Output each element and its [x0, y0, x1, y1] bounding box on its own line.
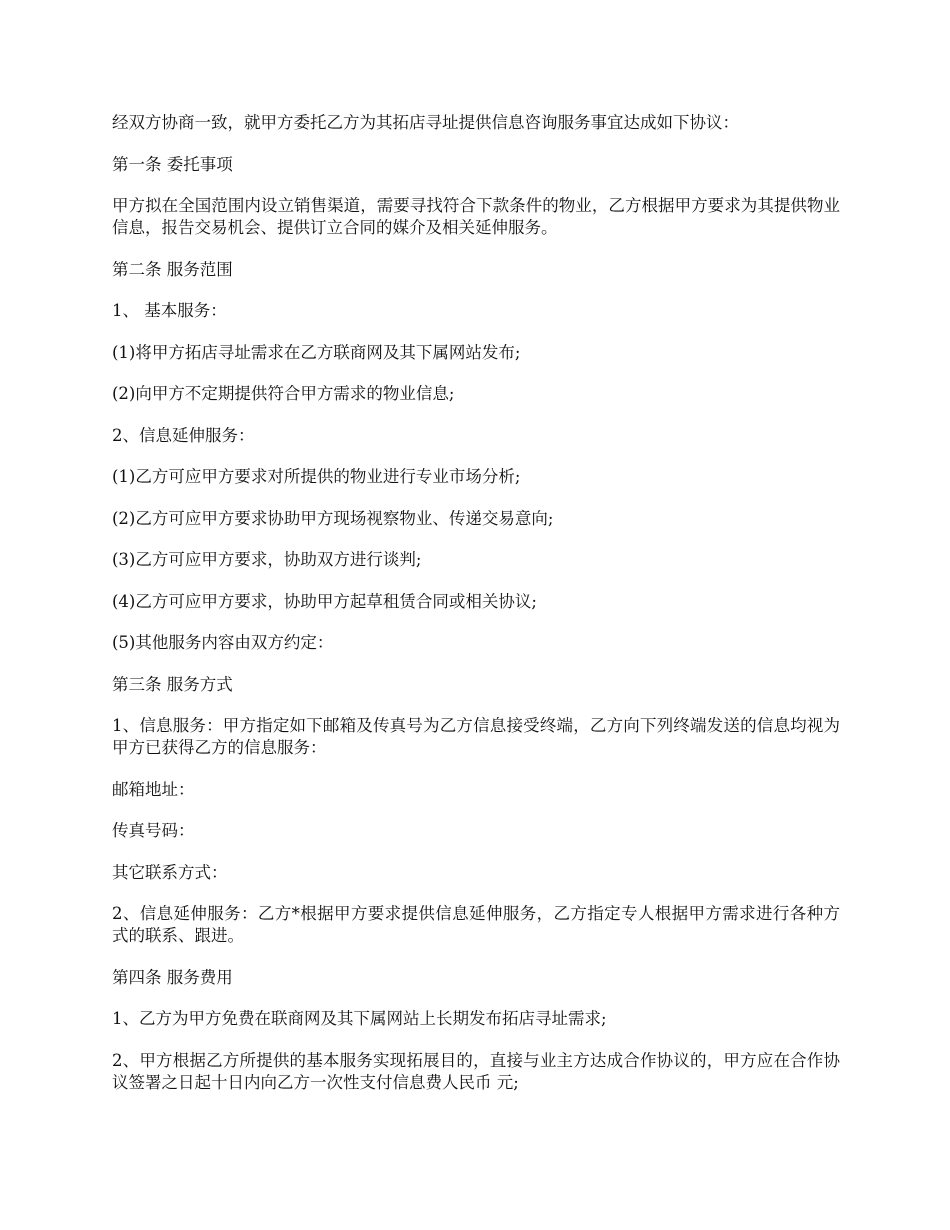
article-1-paragraph: 甲方拟在全国范围内设立销售渠道，需要寻找符合下款条件的物业，乙方根据甲方要求为其提供物业信息，报告交易机会、提供订立合同的媒介及相关延伸服务。	[112, 196, 840, 237]
extension-service-subheading: 2、信息延伸服务：	[112, 425, 255, 445]
list-item: (1)将甲方拓店寻址需求在乙方联商网及其下属网站发布;	[112, 342, 521, 362]
article-4-heading: 第四条 服务费用	[112, 967, 233, 987]
fee-item-1: 1、乙方为甲方免费在联商网及其下属网站上长期发布拓店寻址需求;	[112, 1009, 607, 1028]
fax-label: 传真号码：	[112, 821, 195, 840]
email-label: 邮箱地址：	[112, 779, 195, 799]
article-3-heading: 第三条 服务方式	[112, 674, 233, 694]
info-service-paragraph: 1、信息服务：甲方指定如下邮箱及传真号为乙方信息接受终端，乙方向下列终端发送的信息均视为甲方已获得乙方的信息服务：	[112, 716, 840, 757]
document-body	[112, 112, 840, 1113]
list-item: (5)其他服务内容由双方约定：	[112, 633, 334, 652]
preamble-paragraph: 经双方协商一致，就甲方委托乙方为其拓店寻址提供信息咨询服务事宜达成如下协议：	[112, 113, 739, 132]
list-item: (3)乙方可应甲方要求，协助双方进行谈判;	[112, 550, 422, 569]
fee-item-2: 2、甲方根据乙方所提供的基本服务实现拓展目的，直接与业主方达成合作协议的，甲方应在合作协议签署之日起十日内向乙方一次性支付信息费人民币 元;	[112, 1050, 840, 1092]
article-1-heading: 第一条 委托事项	[112, 154, 233, 174]
article-2-heading: 第二条 服务范围	[112, 259, 233, 279]
other-contact-label: 其它联系方式：	[112, 862, 228, 882]
list-item: (4)乙方可应甲方要求，协助甲方起草租赁合同或相关协议;	[112, 591, 537, 611]
basic-service-subheading: 1、 基本服务：	[112, 301, 227, 320]
extension-service-paragraph: 2、信息延伸服务：乙方*根据甲方要求提供信息延伸服务，乙方指定专人根据甲方需求进行各种方式的联系、跟进。	[112, 904, 840, 945]
list-item: (1)乙方可应甲方要求对所提供的物业进行专业市场分析;	[112, 467, 521, 486]
list-item: (2)乙方可应甲方要求协助甲方现场视察物业、传递交易意向;	[112, 508, 554, 528]
list-item: (2)向甲方不定期提供符合甲方需求的物业信息;	[112, 384, 455, 403]
